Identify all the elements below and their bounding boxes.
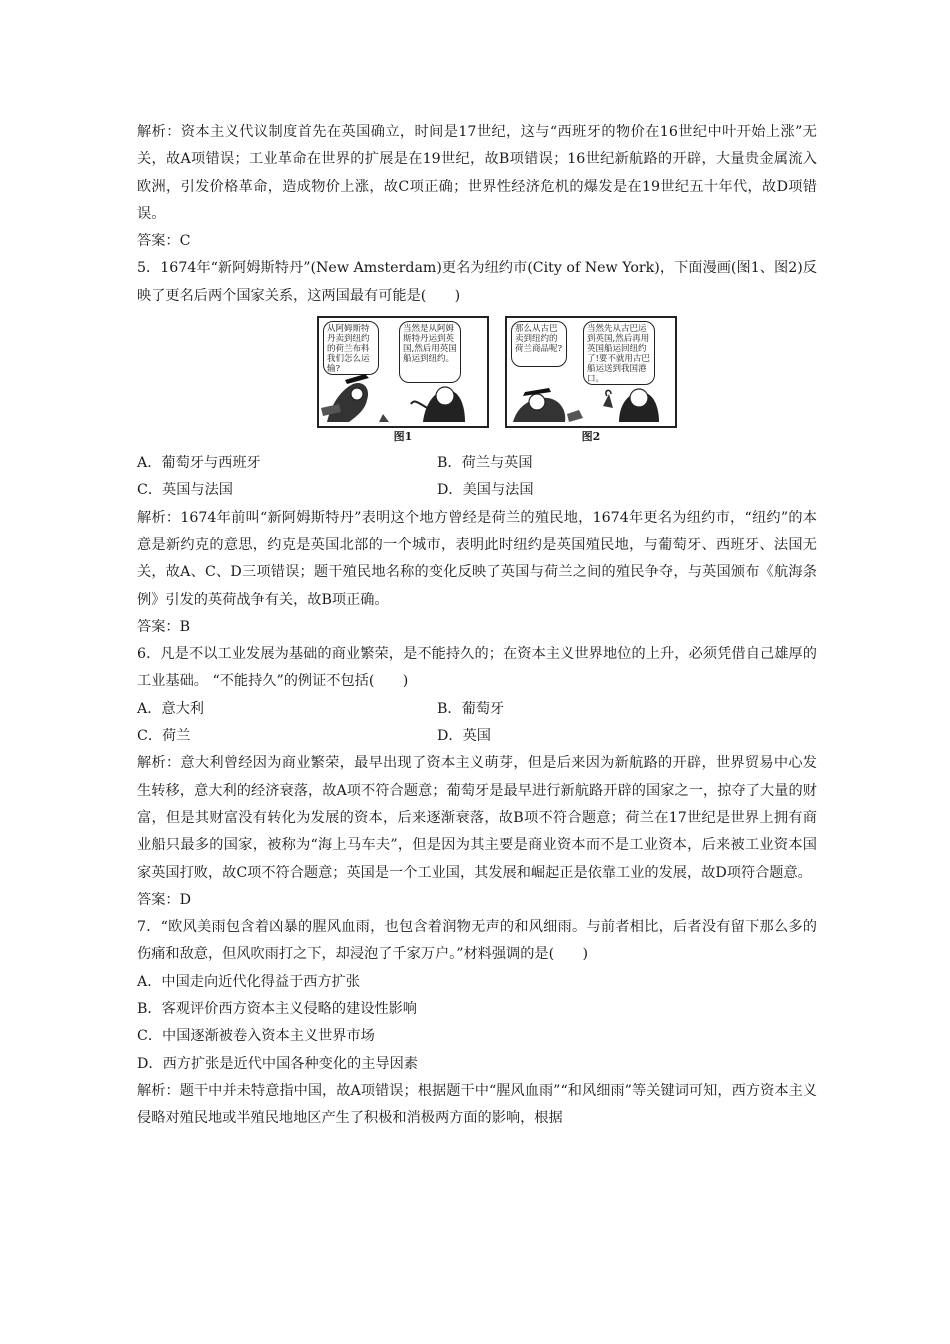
option-b: B．葡萄牙: [437, 700, 505, 717]
question-7: 7．“欧风美雨包含着凶暴的腥风血雨，也包含着润物无声的和风细雨。与前者相比，后者没有留下那么多的伤痛和敌意，但风吹雨打之下，却浸泡了千家万户。”材料强调的是( ): [137, 919, 817, 963]
analysis-q5: 解析：1674年前叫“新阿姆斯特丹”表明这个地方曾经是荷兰的殖民地，1674年更名为纽约市，“纽约”的本意是新约克的意思，约克是英国北部的一个城市，表明此时纽约是英国殖民地，与葡萄牙、西班牙、法国无关，故A、C、D三项错误；题干殖民地名称的变化反映了英国与荷兰之间的殖民争夺，与英国颁布《航海条例》引发的英荷战争有关，故B项正确。: [137, 509, 817, 608]
options-row-q5-ab: [137, 450, 817, 477]
answer-q4: 答案：C: [137, 233, 191, 250]
option-a: A．中国走向近代化得益于西方扩张: [137, 973, 361, 990]
analysis-q4: 解析：资本主义代议制度首先在英国确立，时间是17世纪，这与“西班牙的物价在16世纪中叶开始上涨”无关，故A项错误；工业革命在世界的扩展是在19世纪，故B项错误；16世纪新航路的开辟，大量贵金属流入欧洲，引发价格革命，造成物价上涨，故C项正确；世界性经济危机的爆发是在19世纪五十年代，故D项错误。: [137, 124, 817, 222]
question-5: 5．1674年“新阿姆斯特丹”(New Amsterdam)更名为纽约市(City of New York)，下面漫画(图1、图2)反映了更名后两个国家关系，这两国最有可能是( ): [137, 260, 817, 304]
options-row-q6-ab: [137, 696, 817, 723]
option-d: D．美国与法国: [437, 482, 534, 499]
question-6: 6．凡是不以工业发展为基础的商业繁荣，是不能持久的；在资本主义世界地位的上升，必须凭借自己雄厚的工业基础。 “不能持久”的例证不包括( ): [137, 646, 817, 690]
option-c: C．中国逐渐被卷入资本主义世界市场: [137, 1028, 375, 1045]
option-b: B．荷兰与英国: [437, 455, 533, 472]
cartoon-scene-2: [507, 318, 675, 426]
option-a: A．意大利: [137, 700, 204, 717]
speech-bubble-right: 当然先从古巴运到英国,然后再用英国船运回纽约了!要不就用古巴船运送到我国港口。: [583, 321, 655, 385]
answer-q5: 答案：B: [137, 618, 190, 635]
answer-q6: 答案：D: [137, 891, 191, 908]
speech-bubble-left: 那么从古巴卖到纽约的荷兰商品呢?: [511, 321, 567, 367]
cartoon-panel-2: [505, 316, 677, 428]
figure-2: [505, 316, 677, 444]
option-d: D．西方扩张是近代中国各种变化的主导因素: [137, 1055, 418, 1072]
analysis-q6: 解析：意大利曾经因为商业繁荣，最早出现了资本主义萌芽，但是后来因为新航路的开辟，世界贸易中心发生转移，意大利的经济衰落，故A项不符合题意；葡萄牙是最早进行新航路开辟的国家之一，掠夺了大量的财富，但是其财富没有转化为发展的资本，后来逐渐衰落，故B项不符合题意；荷兰在17世纪是世界上拥有商业船只最多的国家，被称为“海上马车夫”，但是因为其主要是商业资本而不是工业资本，后来被工业资本国家英国打败，故C项不符合题意；英国是一个工业国，其发展和崛起正是依靠工业的发展，故D项符合题意。: [137, 755, 817, 881]
document-body: [137, 119, 817, 1133]
figure-1-caption: 图1: [393, 430, 413, 444]
cartoon-figures: [137, 316, 817, 444]
figure-2-caption: 图2: [581, 430, 601, 444]
analysis-q7: 解析：题干中并未特意指中国，故A项错误；根据题干中“腥风血雨”“和风细雨”等关键词可知，西方资本主义侵略对殖民地或半殖民地地区产生了积极和消极两方面的影响，根据: [137, 1082, 817, 1127]
options-row-q6-cd: [137, 723, 817, 750]
option-d: D．英国: [437, 728, 491, 745]
cartoon-panel-1: [317, 316, 489, 428]
option-b: B．客观评价西方资本主义侵略的建设性影响: [137, 1001, 417, 1018]
option-c: C．英国与法国: [137, 482, 233, 499]
cartoon-scene-1: [319, 318, 487, 426]
option-c: C．荷兰: [137, 728, 191, 745]
figure-1: [317, 316, 489, 444]
option-a: A．葡萄牙与西班牙: [137, 455, 261, 472]
options-row-q5-cd: [137, 477, 817, 504]
speech-bubble-right: 当然是从阿姆斯特丹运到英国,然后用英国船运到纽约。: [399, 321, 461, 383]
speech-bubble-left: 从阿姆斯特丹卖到纽约的荷兰布料我们怎么运输?: [323, 321, 379, 375]
